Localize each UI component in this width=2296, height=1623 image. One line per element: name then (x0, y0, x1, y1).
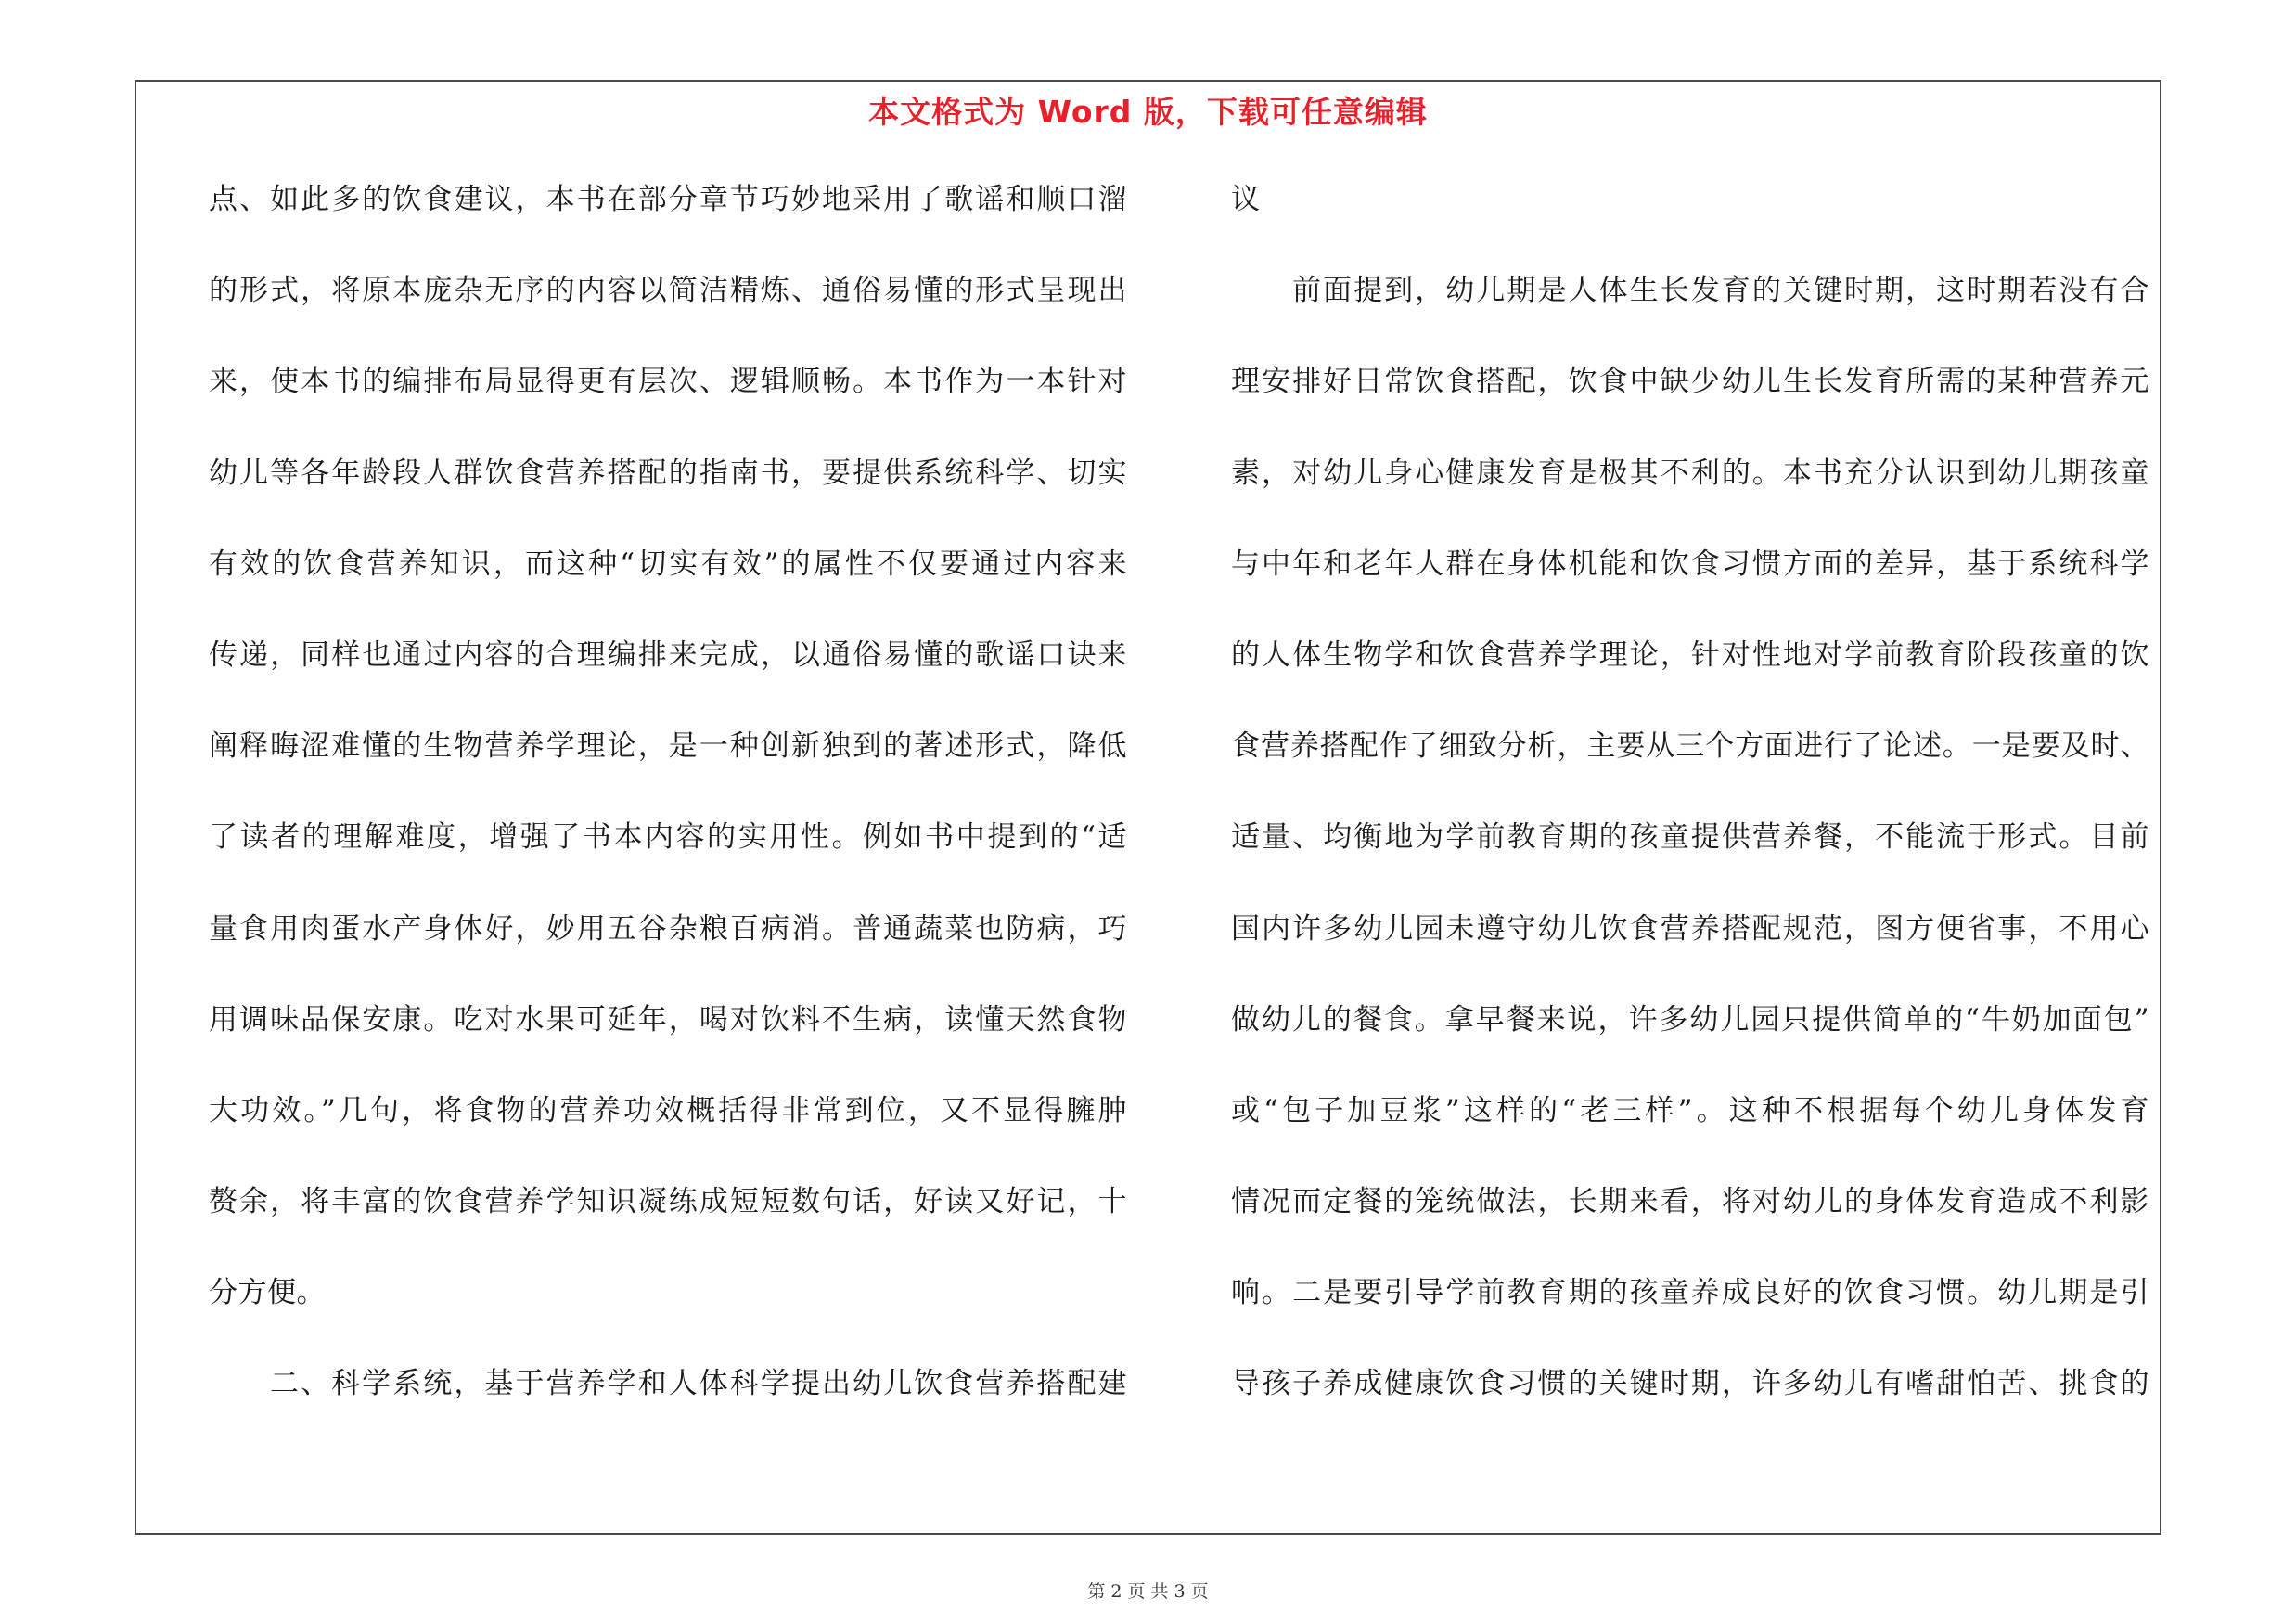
body-text-line: 做幼儿的餐食。拿早餐来说，许多幼儿园只提供简单的“牛奶加面包” (1231, 1002, 2149, 1037)
body-text-line: 与中年和老年人群在身体机能和饮食习惯方面的差异，基于系统科学 (1231, 547, 2149, 581)
body-text-line: 国内许多幼儿园未遵守幼儿饮食营养搭配规范，图方便省事，不用心 (1231, 911, 2149, 946)
page-number-footer: 第 2 页 共 3 页 (1087, 1581, 1209, 1602)
body-text-line: 量食用肉蛋水产身体好，妙用五谷杂粮百病消。普通蔬菜也防病，巧 (209, 911, 1127, 946)
body-text-line: 前面提到，幼儿期是人体生长发育的关键时期，这时期若没有合 (1292, 274, 2149, 308)
header-banner: 本文格式为 Word 版，下载可任意编辑 (868, 94, 1428, 130)
body-text-line: 导孩子养成健康饮食习惯的关键时期，许多幼儿有嗜甜怕苦、挑食的 (1231, 1367, 2149, 1401)
body-text-line: 用调味品保安康。吃对水果可延年，喝对饮料不生病，读懂天然食物 (209, 1002, 1127, 1037)
section-heading-line: 议 (1231, 183, 1261, 216)
body-text-line: 的形式，将原本庞杂无序的内容以简洁精炼、通俗易懂的形式呈现出 (209, 274, 1127, 308)
right-text-column (1231, 183, 2149, 1462)
body-text-line: 幼儿等各年龄段人群饮食营养搭配的指南书，要提供系统科学、切实 (209, 456, 1127, 490)
body-text-line: 分方便。 (209, 1276, 326, 1310)
left-text-column (209, 183, 1127, 1462)
body-text-line: 有效的饮食营养知识，而这种“切实有效”的属性不仅要通过内容来 (209, 547, 1127, 581)
body-text-line: 阐释晦涩难懂的生物营养学理论，是一种创新独到的著述形式，降低 (209, 729, 1127, 764)
body-text-line: 的人体生物学和饮食营养学理论，针对性地对学前教育阶段孩童的饮 (1231, 638, 2149, 672)
body-text-line: 食营养搭配作了细致分析，主要从三个方面进行了论述。一是要及时、 (1231, 729, 2149, 764)
body-text-line: 或“包子加豆浆”这样的“老三样”。这种不根据每个幼儿身体发育 (1231, 1093, 2149, 1127)
body-text-line: 点、如此多的饮食建议，本书在部分章节巧妙地采用了歌谣和顺口溜 (209, 183, 1127, 216)
body-text-line: 大功效。”几句，将食物的营养功效概括得非常到位，又不显得臃肿 (209, 1093, 1127, 1127)
body-text-line: 素，对幼儿身心健康发育是极其不利的。本书充分认识到幼儿期孩童 (1231, 456, 2149, 490)
body-text-line: 适量、均衡地为学前教育期的孩童提供营养餐，不能流于形式。目前 (1231, 820, 2149, 855)
body-text-line: 响。二是要引导学前教育期的孩童养成良好的饮食习惯。幼儿期是引 (1231, 1276, 2149, 1310)
body-text-line: 赘余，将丰富的饮食营养学知识凝练成短短数句话，好读又好记，十 (209, 1185, 1127, 1219)
body-text-line: 情况而定餐的笼统做法，长期来看，将对幼儿的身体发育造成不利影 (1231, 1185, 2149, 1219)
body-text-line: 来，使本书的编排布局显得更有层次、逻辑顺畅。本书作为一本针对 (209, 365, 1127, 399)
section-heading-line: 二、科学系统，基于营养学和人体科学提出幼儿饮食营养搭配建 (270, 1367, 1127, 1401)
body-text-line: 了读者的理解难度，增强了书本内容的实用性。例如书中提到的“适 (209, 820, 1127, 855)
body-text-line: 传递，同样也通过内容的合理编排来完成，以通俗易懂的歌谣口诀来 (209, 638, 1127, 672)
body-text-line: 理安排好日常饮食搭配，饮食中缺少幼儿生长发育所需的某种营养元 (1231, 365, 2149, 399)
